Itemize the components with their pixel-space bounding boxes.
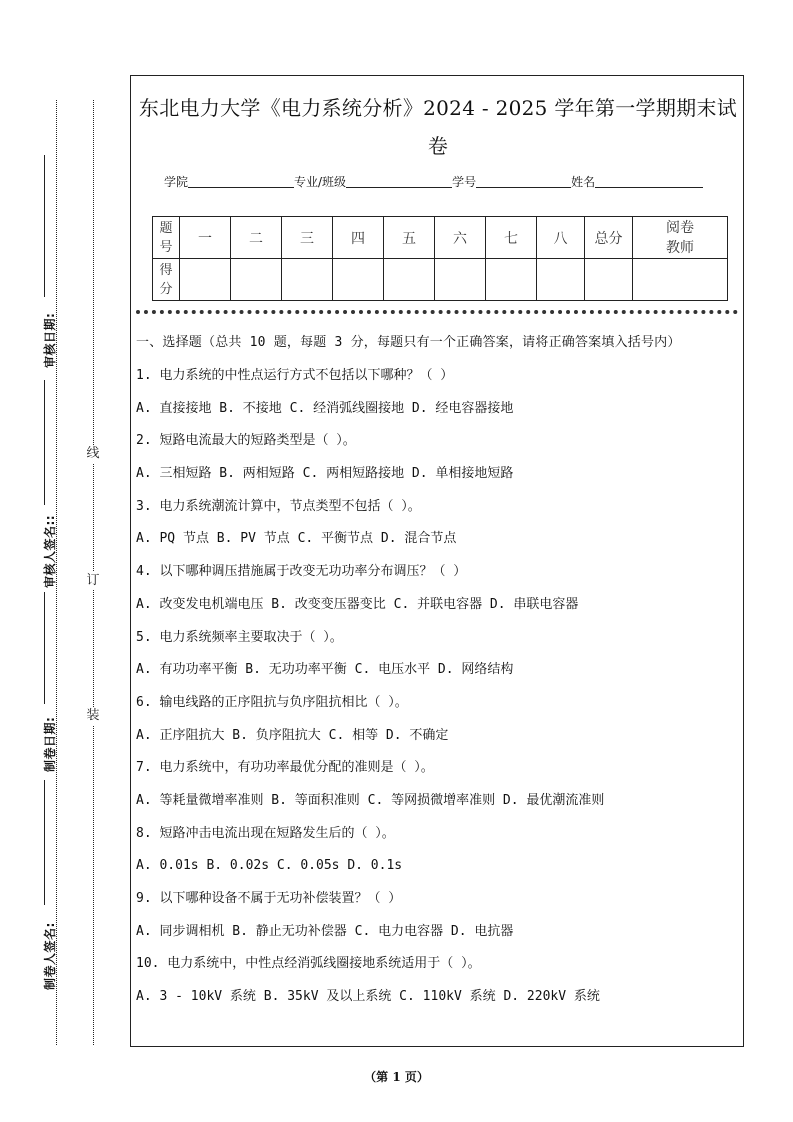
college-blank[interactable] bbox=[188, 175, 294, 188]
score-label-char-1: 得 bbox=[159, 262, 173, 278]
question-1: 1. 电力系统的中性点运行方式不包括以下哪种？（ ） bbox=[136, 368, 454, 383]
col-header-6: 六 bbox=[435, 217, 486, 259]
grader-line-2: 教师 bbox=[666, 239, 694, 256]
question-3-options: A. PQ 节点 B. PV 节点 C. 平衡节点 D. 混合节点 bbox=[136, 531, 457, 547]
score-cell-8[interactable] bbox=[537, 259, 585, 301]
grader-cell bbox=[633, 217, 728, 259]
question-7-options: A. 等耗量微增率准则 B. 等面积准则 C. 等网损微增率准则 D. 最优潮流准则 bbox=[136, 792, 605, 808]
score-cell-4[interactable] bbox=[333, 259, 384, 301]
score-cell-6[interactable] bbox=[435, 259, 486, 301]
col-header-1: 一 bbox=[180, 217, 231, 259]
review-date-label: 审核日期: bbox=[43, 312, 57, 368]
header-separator bbox=[136, 310, 738, 314]
question-8: 8. 短路冲击电流出现在短路发生后的（ ）。 bbox=[136, 825, 395, 841]
question-4: 4. 以下哪种调压措施属于改变无功功率分布调压？（ ） bbox=[136, 564, 467, 580]
major-class-blank[interactable] bbox=[346, 175, 452, 188]
question-9: 9. 以下哪种设备不属于无功补偿装置？（ ） bbox=[136, 891, 402, 906]
paper-date-line bbox=[44, 592, 45, 704]
score-table bbox=[152, 216, 728, 301]
exam-title-line2: 卷 bbox=[427, 134, 449, 158]
col-header-5: 五 bbox=[384, 217, 435, 259]
question-4-options: A. 改变发电机端电压 B. 改变变压器变比 C. 并联电容器 D. 串联电容器 bbox=[136, 596, 579, 612]
question-number-char-1: 题 bbox=[159, 220, 173, 236]
col-header-7: 七 bbox=[486, 217, 537, 259]
name-blank[interactable] bbox=[595, 175, 703, 188]
reviewer-signature-line bbox=[44, 380, 45, 505]
question-5-options: A. 有功功率平衡 B. 无功功率平衡 C. 电压水平 D. 网络结构 bbox=[136, 662, 514, 678]
col-header-2: 二 bbox=[231, 217, 282, 259]
name-label: 姓名 bbox=[571, 175, 596, 189]
question-number-char-2: 号 bbox=[159, 239, 173, 255]
student-info-row bbox=[164, 173, 703, 190]
col-header-total: 总分 bbox=[585, 217, 633, 259]
reviewer-signature-label: 审核人签名:: bbox=[43, 514, 57, 588]
paper-maker-signature-label: 制卷人签名: bbox=[43, 922, 57, 990]
binding-char-ding: 订 bbox=[86, 573, 100, 588]
section-1-content bbox=[136, 328, 736, 1014]
score-cell-total[interactable] bbox=[585, 259, 633, 301]
question-6-options: A. 正序阻抗大 B. 负序阻抗大 C. 相等 D. 不确定 bbox=[136, 727, 449, 743]
grader-line-1: 阅卷 bbox=[666, 219, 694, 236]
score-label-cell bbox=[153, 259, 180, 301]
review-date-line bbox=[44, 155, 45, 297]
score-label-char-2: 分 bbox=[159, 281, 173, 297]
col-header-3: 三 bbox=[282, 217, 333, 259]
score-table-score-row bbox=[153, 259, 728, 301]
question-9-options: A. 同步调相机 B. 静止无功补偿器 C. 电力电容器 D. 电抗器 bbox=[136, 923, 514, 939]
question-number-cell bbox=[153, 217, 180, 259]
page-number: （第 1 页） bbox=[364, 1070, 429, 1084]
student-id-blank[interactable] bbox=[476, 175, 571, 188]
score-table-header-row bbox=[153, 217, 728, 259]
question-2-options: A. 三相短路 B. 两相短路 C. 两相短路接地 D. 单相接地短路 bbox=[136, 466, 514, 482]
binding-char-zhuang: 装 bbox=[86, 708, 100, 723]
exam-title-line1: 东北电力大学《电力系统分析》2024 - 2025 学年第一学期期末试 bbox=[138, 96, 738, 120]
question-2: 2. 短路电流最大的短路类型是（ ）。 bbox=[136, 433, 356, 449]
question-1-options: A. 直接接地 B. 不接地 C. 经消弧线圈接地 D. 经电容器接地 bbox=[136, 400, 514, 416]
question-8-options: A. 0.01s B. 0.02s C. 0.05s D. 0.1s bbox=[136, 858, 403, 874]
question-10-options: A. 3 - 10kV 系统 B. 35kV 及以上系统 C. 110kV 系统 D. 220kV 系统 bbox=[136, 989, 600, 1005]
score-cell-3[interactable] bbox=[282, 259, 333, 301]
col-header-4: 四 bbox=[333, 217, 384, 259]
paper-date-label: 制卷日期: bbox=[43, 716, 57, 772]
college-label: 学院 bbox=[164, 175, 189, 189]
section-1-heading: 一、选择题（总共 10 题，每题 3 分，每题只有一个正确答案，请将正确答案填入括号内） bbox=[136, 335, 681, 350]
student-id-label: 学号 bbox=[452, 175, 477, 189]
binding-char-xian: 线 bbox=[86, 446, 100, 461]
paper-maker-signature-line bbox=[44, 780, 45, 905]
question-10: 10. 电力系统中，中性点经消弧线圈接地系统适用于（ ）。 bbox=[136, 956, 481, 972]
question-3: 3. 电力系统潮流计算中，节点类型不包括（ ）。 bbox=[136, 498, 421, 514]
score-cell-grader[interactable] bbox=[633, 259, 728, 301]
question-5: 5. 电力系统频率主要取决于（ ）。 bbox=[136, 629, 343, 645]
col-header-8: 八 bbox=[537, 217, 585, 259]
score-cell-1[interactable] bbox=[180, 259, 231, 301]
score-cell-7[interactable] bbox=[486, 259, 537, 301]
question-7: 7. 电力系统中，有功功率最优分配的准则是（ ）。 bbox=[136, 760, 434, 776]
score-cell-5[interactable] bbox=[384, 259, 435, 301]
major-class-label: 专业/班级 bbox=[294, 175, 347, 189]
question-6: 6. 输电线路的正序阻抗与负序阻抗相比（ ）。 bbox=[136, 694, 408, 710]
exam-frame bbox=[130, 75, 744, 1047]
score-cell-2[interactable] bbox=[231, 259, 282, 301]
